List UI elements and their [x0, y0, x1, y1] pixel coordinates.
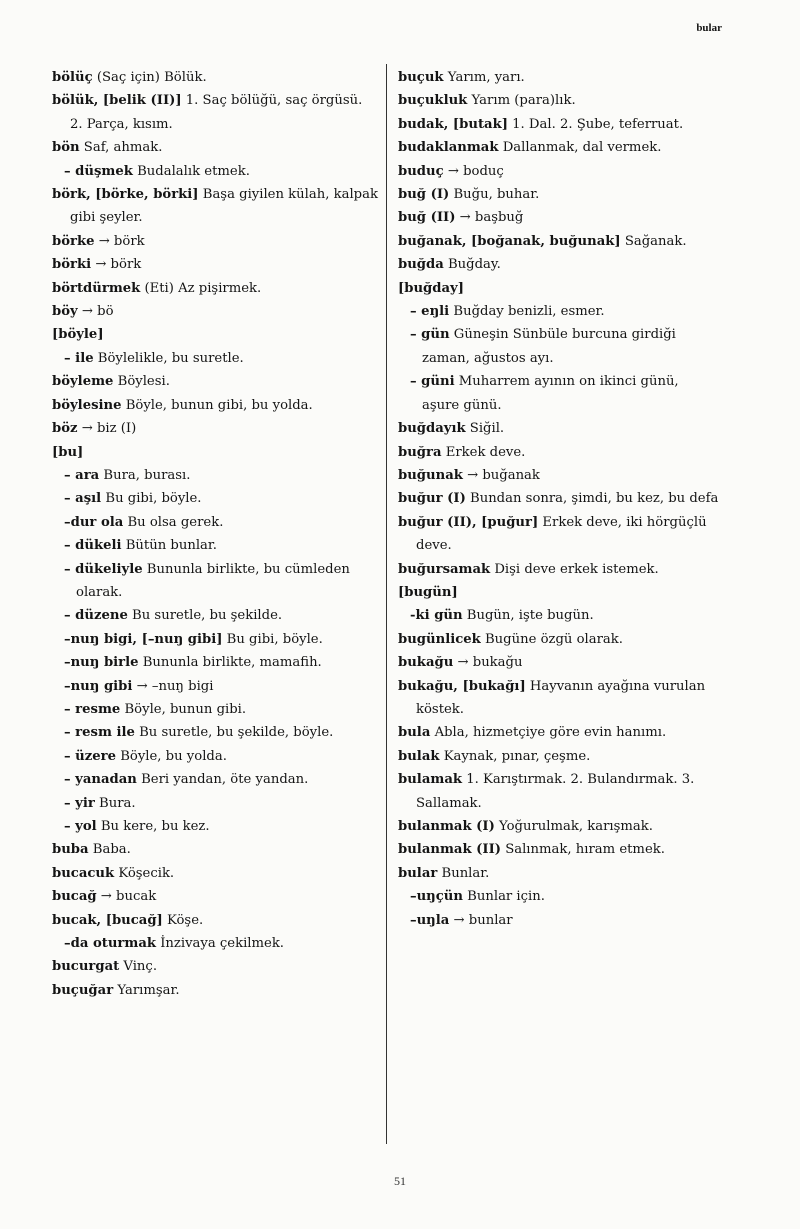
entry-definition: Güneşin Sünbüle burcuna girdiği zaman, ağustos ayı. — [422, 327, 676, 366]
entry-definition: Abla, hizmetçiye göre evin hanımı. — [430, 725, 667, 741]
dictionary-entry — [398, 862, 720, 885]
dictionary-entry — [398, 136, 720, 159]
entry-definition: Sağanak. — [620, 233, 687, 249]
entry-headword: –nuŋ birle — [64, 655, 139, 671]
entry-definition: Bunlar. — [437, 865, 490, 881]
entry-headword: – güni — [410, 374, 455, 390]
entry-headword: bukağu — [398, 655, 454, 671]
entry-definition: Erkek deve. — [441, 444, 526, 460]
entry-headword: – düzene — [64, 608, 128, 624]
dictionary-entry — [52, 370, 378, 393]
entry-headword: –nuŋ gibi — [64, 678, 133, 694]
entry-headword: buğra — [398, 444, 442, 460]
dictionary-entry — [52, 183, 378, 230]
dictionary-entry — [52, 66, 378, 89]
sub-entry — [52, 534, 378, 557]
entry-headword: – yanadan — [64, 772, 137, 788]
right-column — [398, 66, 720, 932]
dictionary-entry — [398, 651, 720, 674]
entry-definition: Bu suretle, bu şekilde, böyle. — [134, 725, 334, 741]
sub-entry — [52, 511, 378, 534]
entry-headword: [buğday] — [398, 280, 464, 296]
dictionary-entry — [398, 815, 720, 838]
sub-entry — [398, 323, 720, 370]
entry-definition: Muharrem ayının on ikinci günü, aşure günü. — [422, 374, 679, 413]
entry-headword: buğur (II), [puğur] — [398, 514, 539, 530]
entry-headword: bucak, [bucağ] — [52, 912, 163, 928]
dictionary-entry — [52, 955, 378, 978]
sub-entry — [398, 604, 720, 627]
dictionary-entry — [398, 628, 720, 651]
entry-headword: böylesine — [52, 397, 122, 413]
entry-headword: -ki gün — [410, 608, 463, 624]
entry-definition: Böyle, bunun gibi. — [120, 701, 247, 717]
entry-definition: Bura, burası. — [99, 467, 191, 483]
entry-definition: → bukağu — [453, 655, 523, 671]
entry-definition: Bu gibi, böyle. — [101, 491, 202, 507]
entry-headword: buğda — [398, 257, 444, 273]
entry-headword: böy — [52, 304, 78, 320]
entry-headword: –nuŋ bigi, [–nuŋ gibi] — [64, 631, 223, 647]
entry-definition: 1. Saç bölüğü, saç örgüsü. 2. Parça, kısım. — [70, 93, 363, 132]
entry-definition: (Saç için) Bölük. — [92, 70, 207, 85]
entry-definition: Böyle, bunun gibi, bu yolda. — [121, 397, 313, 413]
dictionary-entry — [398, 183, 720, 206]
entry-headword: bucurgat — [52, 959, 120, 975]
sub-entry — [52, 675, 378, 698]
sub-entry — [52, 698, 378, 721]
entry-definition: Buğday. — [443, 257, 501, 273]
entry-headword: bön — [52, 140, 80, 156]
entry-headword: bula — [398, 725, 431, 741]
entry-definition: → bucak — [96, 889, 157, 905]
entry-definition: Saf, ahmak. — [79, 140, 163, 156]
dictionary-entry — [398, 745, 720, 768]
entry-definition: → buğanak — [462, 467, 540, 483]
entry-headword: – yir — [64, 795, 95, 811]
dictionary-entry — [398, 277, 720, 300]
dictionary-entry — [52, 253, 378, 276]
dictionary-entry — [398, 417, 720, 440]
entry-headword: buğanak, [boğanak, buğunak] — [398, 233, 621, 249]
entry-definition: → bö — [77, 304, 114, 320]
entry-definition: Bununla birlikte, bu cümleden olarak. — [76, 561, 350, 600]
entry-headword: [böyle] — [52, 327, 104, 343]
entry-definition: Bununla birlikte, mamafih. — [138, 655, 322, 671]
dictionary-entry — [398, 206, 720, 229]
entry-definition: Bu gibi, böyle. — [222, 631, 323, 647]
entry-headword: [bu] — [52, 444, 84, 460]
entry-definition: Vinç. — [119, 959, 158, 975]
entry-definition: Hayvanın ayağına vurulan köstek. — [416, 678, 706, 717]
entry-headword: börtdürmek — [52, 280, 141, 296]
entry-definition: 1. Karıştırmak. 2. Bulandırmak. 3. Sallamak. — [416, 772, 695, 811]
entry-headword: böz — [52, 421, 78, 437]
entry-definition: Buğu, buhar. — [449, 187, 540, 203]
dictionary-entry — [52, 323, 378, 346]
entry-headword: buba — [52, 842, 89, 858]
entry-headword: börk, [börke, börki] — [52, 187, 199, 203]
entry-headword: buğdayık — [398, 421, 466, 437]
left-column — [52, 66, 378, 1002]
dictionary-entry — [398, 113, 720, 136]
entry-headword: budaklanmak — [398, 140, 499, 156]
entry-definition: → bunlar — [449, 912, 513, 928]
entry-headword: – dükeli — [64, 538, 122, 554]
entry-definition: → börk — [94, 233, 145, 249]
entry-headword: – üzere — [64, 748, 116, 764]
sub-entry — [398, 909, 720, 932]
entry-headword: –uŋçün — [410, 889, 463, 905]
entry-headword: – eŋli — [410, 304, 450, 320]
entry-definition: Dişi deve erkek istemek. — [490, 561, 659, 577]
page-number: 51 — [394, 1174, 406, 1188]
entry-headword: bulak — [398, 748, 440, 764]
entry-definition: Bundan sonra, şimdi, bu kez, bu defa — [465, 491, 719, 507]
entry-definition: Bugün, işte bugün. — [462, 608, 594, 624]
dictionary-entry — [398, 487, 720, 510]
entry-definition: Dallanmak, dal vermek. — [498, 140, 662, 156]
entry-definition: Salınmak, hıram etmek. — [501, 842, 665, 858]
entry-headword: börki — [52, 257, 92, 273]
dictionary-entry — [398, 721, 720, 744]
entry-definition: Böylelikle, bu suretle. — [93, 350, 244, 366]
entry-definition: Bunlar için. — [462, 889, 545, 905]
entry-headword: buçukluk — [398, 93, 468, 109]
entry-definition: Bütün bunlar. — [121, 538, 217, 554]
dictionary-entry — [52, 136, 378, 159]
entry-headword: buçuğar — [52, 982, 114, 998]
dictionary-entry — [52, 909, 378, 932]
entry-definition: → biz (I) — [77, 421, 137, 437]
entry-definition: Erkek deve, iki hörgüçlü deve. — [416, 514, 707, 554]
entry-definition: → –nuŋ bigi — [132, 678, 214, 694]
entry-headword: – gün — [410, 327, 450, 343]
entry-headword: – düşmek — [64, 163, 133, 179]
entry-headword: – yol — [64, 819, 97, 834]
entry-headword: buçuk — [398, 70, 444, 85]
entry-definition: Bu suretle, bu şekilde. — [127, 608, 283, 624]
entry-headword: buğ (II) — [398, 210, 456, 226]
sub-entry — [52, 932, 378, 955]
entry-headword: böyleme — [52, 374, 114, 390]
sub-entry — [52, 768, 378, 791]
column-divider — [386, 64, 387, 1144]
dictionary-entry — [52, 417, 378, 440]
dictionary-entry — [52, 300, 378, 323]
entry-headword: bölüç — [52, 70, 93, 85]
dictionary-entry — [398, 511, 720, 558]
dictionary-entry — [52, 277, 378, 300]
dictionary-entry — [52, 885, 378, 908]
sub-entry — [52, 792, 378, 815]
sub-entry — [52, 745, 378, 768]
entry-headword: – aşıl — [64, 491, 102, 507]
entry-headword: –da oturmak — [64, 936, 157, 952]
sub-entry — [52, 347, 378, 370]
dictionary-entry — [398, 253, 720, 276]
entry-definition: Bu kere, bu kez. — [96, 819, 210, 834]
entry-headword: bulanmak (II) — [398, 842, 501, 858]
entry-definition: → boduç — [443, 163, 504, 179]
dictionary-entry — [398, 441, 720, 464]
entry-headword: buğ (I) — [398, 187, 450, 203]
entry-headword: – dükeliyle — [64, 561, 143, 577]
entry-definition: Yarım, yarı. — [443, 70, 525, 85]
sub-entry — [52, 651, 378, 674]
dictionary-entry — [52, 838, 378, 861]
sub-entry — [398, 370, 720, 417]
entry-headword: bulanmak (I) — [398, 819, 495, 834]
entry-headword: –dur ola — [64, 514, 124, 530]
entry-definition: Buğday benizli, esmer. — [449, 304, 605, 320]
dictionary-entry — [398, 89, 720, 112]
entry-definition: Başa giyilen külah, kalpak gibi şeyler. — [70, 187, 378, 226]
entry-definition: Yarımşar. — [113, 982, 180, 998]
entry-definition: → börk — [91, 257, 142, 273]
dictionary-entry — [52, 89, 378, 136]
dictionary-entry — [398, 838, 720, 861]
dictionary-entry — [52, 230, 378, 253]
entry-definition: Bugüne özgü olarak. — [480, 631, 623, 647]
dictionary-entry — [52, 441, 378, 464]
entry-headword: – ile — [64, 350, 94, 366]
sub-entry — [52, 160, 378, 183]
dictionary-entry — [398, 464, 720, 487]
entry-definition: Yoğurulmak, karışmak. — [494, 819, 653, 834]
dictionary-entry — [52, 394, 378, 417]
sub-entry — [52, 628, 378, 651]
dictionary-entry — [398, 230, 720, 253]
entry-headword: – ara — [64, 467, 100, 483]
entry-definition: Siğil. — [465, 421, 505, 437]
entry-headword: bucağ — [52, 889, 97, 905]
entry-definition: Baba. — [88, 842, 131, 858]
entry-headword: buğursamak — [398, 561, 491, 577]
dictionary-entry — [398, 66, 720, 89]
entry-definition: 1. Dal. 2. Şube, teferruat. — [507, 116, 684, 132]
entry-definition: → başbuğ — [455, 210, 524, 226]
entry-definition: Köşe. — [162, 912, 204, 928]
entry-definition: Böyle, bu yolda. — [116, 748, 227, 764]
entry-headword: – resm ile — [64, 725, 135, 741]
entry-definition: Bura. — [94, 795, 136, 811]
entry-headword: bulamak — [398, 772, 462, 788]
sub-entry — [52, 721, 378, 744]
sub-entry — [398, 885, 720, 908]
sub-entry — [52, 558, 378, 605]
entry-definition: Budalalık etmek. — [132, 163, 250, 179]
entry-definition: Köşecik. — [114, 865, 175, 881]
entry-definition: Yarım (para)lık. — [467, 93, 576, 109]
entry-headword: bugünlicek — [398, 631, 481, 647]
entry-definition: Beri yandan, öte yandan. — [136, 772, 309, 788]
entry-definition: (Eti) Az pişirmek. — [140, 280, 262, 296]
sub-entry — [52, 487, 378, 510]
entry-definition: Kaynak, pınar, çeşme. — [439, 748, 591, 764]
entry-headword: – resme — [64, 701, 121, 717]
entry-headword: buğur (I) — [398, 491, 466, 507]
entry-headword: bular — [398, 865, 438, 881]
dictionary-entry — [398, 768, 720, 815]
dictionary-entry — [52, 979, 378, 1002]
entry-definition: Böylesi. — [113, 374, 170, 390]
dictionary-entry — [398, 160, 720, 183]
entry-headword: buduç — [398, 163, 444, 179]
entry-headword: buğunak — [398, 467, 463, 483]
sub-entry — [398, 300, 720, 323]
sub-entry — [52, 464, 378, 487]
dictionary-entry — [398, 581, 720, 604]
dictionary-entry — [398, 558, 720, 581]
entry-headword: bucacuk — [52, 865, 115, 881]
entry-definition: Bu olsa gerek. — [123, 514, 224, 530]
dictionary-entry — [52, 862, 378, 885]
entry-headword: börke — [52, 233, 95, 249]
entry-headword: budak, [butak] — [398, 116, 508, 132]
entry-headword: [bugün] — [398, 584, 458, 600]
entry-headword: bölük, [belik (II)] — [52, 93, 182, 109]
sub-entry — [52, 604, 378, 627]
dictionary-entry — [398, 675, 720, 722]
sub-entry — [52, 815, 378, 838]
entry-definition: İnzivaya çekilmek. — [156, 936, 285, 952]
entry-headword: bukağu, [bukağı] — [398, 678, 526, 694]
running-header-guide-word: bular — [696, 22, 722, 34]
entry-headword: –uŋla — [410, 912, 450, 928]
